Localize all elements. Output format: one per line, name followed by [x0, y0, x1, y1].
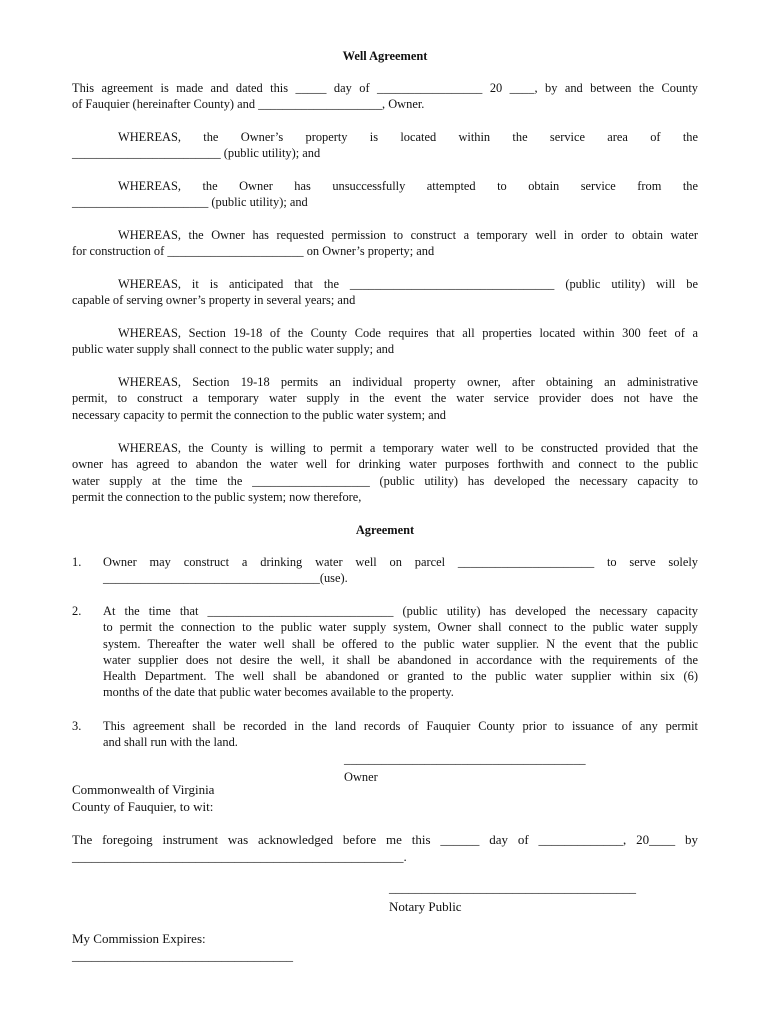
- whereas-7-line-3: water supply at the time the ___________________ (public utility) has developed the necessary capacity to: [72, 473, 698, 488]
- whereas-4-line-2: capable of serving owner’s property in several years; and: [72, 293, 356, 308]
- whereas-6-line-1: WHEREAS, Section 19-18 permits an individual property owner, after obtaining an administrative: [118, 375, 698, 389]
- item-2-line-6: months of the date that public water becomes available to the property.: [103, 685, 454, 700]
- commission-block: [72, 931, 293, 964]
- whereas-7-line-2: owner has agreed to abandon the water well for drinking water purposes forthwith and connect to the public: [72, 457, 698, 472]
- notary-signature-block: [389, 880, 636, 915]
- agreement-item-2: [72, 603, 698, 701]
- whereas-1-line-1: WHEREAS, the Owner’s property is located within the service area of the: [118, 130, 698, 144]
- whereas-2: [72, 178, 698, 211]
- agreement-heading: Agreement: [355, 523, 415, 537]
- whereas-6-line-3: necessary capacity to permit the connection to the public water system; and: [72, 407, 446, 422]
- intro-line-2: of Fauquier (hereinafter County) and ____________________, Owner.: [72, 97, 425, 112]
- item-2-line-3: system. Thereafter the water well shall be offered to the public water supplier. N the event that the public: [103, 636, 698, 651]
- commission-label: My Commission Expires:: [72, 931, 206, 946]
- venue-block: [72, 782, 214, 815]
- intro-paragraph: [72, 80, 698, 113]
- acknowledgment-paragraph: [72, 832, 698, 865]
- owner-signature-block: [344, 751, 586, 786]
- whereas-5-line-2: public water supply shall connect to the public water supply; and: [72, 342, 395, 357]
- item-1-number: 1.: [72, 555, 82, 569]
- whereas-1: [72, 129, 698, 162]
- agreement-item-1: [72, 554, 698, 587]
- notary-label: Notary Public: [389, 898, 462, 914]
- item-1-line-2: ___________________________________(use).: [103, 571, 348, 586]
- whereas-6-line-2: permit, to construct a temporary water supply in the event the water service provider does not have the: [72, 391, 698, 406]
- venue-state: Commonwealth of Virginia: [72, 782, 215, 797]
- item-1-line-1: Owner may construct a drinking water well on parcel ______________________ to serve solely: [103, 555, 698, 569]
- whereas-4-line-1: WHEREAS, it is anticipated that the _________________________________ (public utility) will be: [118, 277, 698, 291]
- item-3-line-1: This agreement shall be recorded in the land records of Fauquier County prior to issuance of any permit: [103, 719, 698, 733]
- commission-expiry-line[interactable]: __________________________________: [72, 947, 293, 963]
- whereas-3-line-2: for construction of ______________________ on Owner’s property; and: [72, 244, 435, 259]
- whereas-3-line-1: WHEREAS, the Owner has requested permission to construct a temporary well in order to obtain water: [118, 228, 698, 242]
- acknowledgment-line-1: The foregoing instrument was acknowledged before me this ______ day of _____________, 20____ by: [72, 832, 698, 847]
- whereas-7-line-4: permit the connection to the public system; now therefore,: [72, 489, 362, 504]
- whereas-7-line-1: WHEREAS, the County is willing to permit a temporary water well to be constructed provided that the: [118, 441, 698, 455]
- owner-signature-line[interactable]: _______________________________________: [344, 752, 586, 766]
- item-2-number: 2.: [72, 604, 82, 618]
- whereas-2-line-1: WHEREAS, the Owner has unsuccessfully attempted to obtain service from the: [118, 179, 698, 193]
- whereas-2-line-2: ______________________ (public utility); and: [72, 195, 308, 210]
- document-title: Well Agreement: [342, 49, 428, 63]
- owner-label: Owner: [344, 770, 378, 785]
- whereas-4: [72, 276, 698, 309]
- whereas-7: [72, 440, 698, 505]
- whereas-1-line-2: ________________________ (public utility); and: [72, 146, 321, 161]
- item-2-line-4: water supplier does not desire the well, it shall be abandoned in accordance with the requirements of the: [103, 652, 698, 667]
- agreement-item-3: [72, 718, 698, 751]
- item-2-line-5: Health Department. The well shall be abandoned or granted to the public water supplier within six (6): [103, 669, 698, 684]
- whereas-3: [72, 227, 698, 260]
- whereas-5-line-1: WHEREAS, Section 19-18 of the County Code requires that all properties located within 300 feet of a: [118, 326, 698, 340]
- item-2-line-2: to permit the connection to the public water supply system, Owner shall connect to the public water supply: [103, 620, 698, 635]
- whereas-5: [72, 325, 698, 358]
- item-2-line-1: At the time that ______________________________ (public utility) has developed the necessary capacity: [103, 604, 698, 618]
- venue-county: County of Fauquier, to wit:: [72, 798, 214, 814]
- item-3-line-2: and shall run with the land.: [103, 735, 238, 750]
- intro-line-1: This agreement is made and dated this _____ day of _________________ 20 ____, by and between the County: [72, 81, 698, 95]
- item-3-number: 3.: [72, 719, 82, 733]
- acknowledgment-line-2: ___________________________________________________.: [72, 848, 407, 864]
- whereas-6: [72, 374, 698, 423]
- notary-signature-line[interactable]: ______________________________________: [389, 880, 636, 895]
